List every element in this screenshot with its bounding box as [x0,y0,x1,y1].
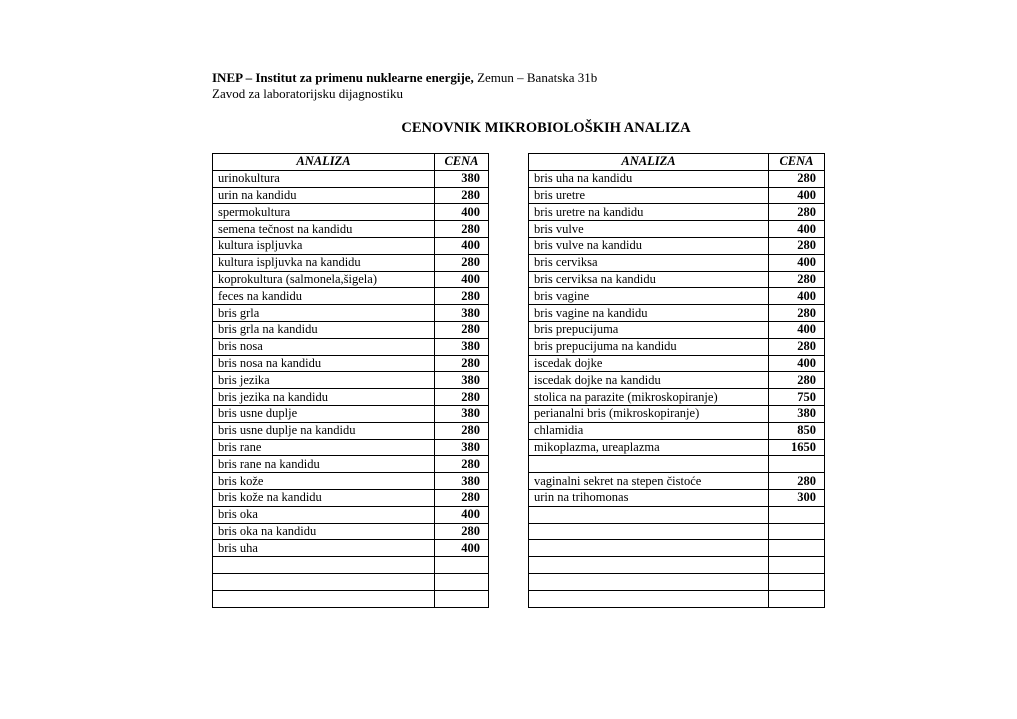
price-cell: 280 [769,237,825,254]
institute-name: INEP – Institut za primenu nuklearne energije, [212,70,474,85]
table-row [213,305,489,322]
table-row [529,305,825,322]
analysis-name-cell: kultura ispljuvka na kandidu [213,254,435,271]
analysis-name-cell [213,573,435,590]
analysis-name-cell: koprokultura (salmonela,šigela) [213,271,435,288]
table-row [529,170,825,187]
price-cell: 380 [435,439,489,456]
analysis-name-cell: mikoplazma, ureaplazma [529,439,769,456]
price-cell: 400 [769,254,825,271]
institute-line [212,70,597,86]
analysis-name-cell: bris uretre [529,187,769,204]
analysis-name-cell: bris vagine [529,288,769,305]
table-row [529,288,825,305]
price-cell [769,506,825,523]
analysis-name-cell: feces na kandidu [213,288,435,305]
analysis-name-cell: bris oka na kandidu [213,523,435,540]
analysis-name-cell: bris vagine na kandidu [529,305,769,322]
price-cell: 400 [435,540,489,557]
price-cell: 280 [769,204,825,221]
analysis-name-cell: bris usne duplje [213,405,435,422]
analysis-name-cell [213,590,435,607]
table-row [529,372,825,389]
analysis-name-cell [529,506,769,523]
table-row [213,237,489,254]
price-cell: 280 [435,221,489,238]
table-row [529,355,825,372]
price-cell: 280 [769,271,825,288]
table-row [529,557,825,574]
price-cell [769,456,825,473]
analysis-name-cell: semena tečnost na kandidu [213,221,435,238]
table-row [213,389,489,406]
table-row [529,321,825,338]
analysis-name-cell: bris rane na kandidu [213,456,435,473]
table-row [529,422,825,439]
price-cell: 400 [435,271,489,288]
analysis-name-cell: bris prepucijuma na kandidu [529,338,769,355]
analysis-name-cell: bris jezika [213,372,435,389]
analysis-name-cell: urin na trihomonas [529,489,769,506]
table-body-left [213,170,489,607]
column-header-price: CENA [435,154,489,171]
table-row [213,489,489,506]
price-cell: 280 [435,187,489,204]
table-row [213,523,489,540]
table-row [213,187,489,204]
analysis-name-cell: bris uha na kandidu [529,170,769,187]
analysis-name-cell: perianalni bris (mikroskopiranje) [529,405,769,422]
price-cell: 1650 [769,439,825,456]
price-cell: 380 [435,170,489,187]
analysis-name-cell: stolica na parazite (mikroskopiranje) [529,389,769,406]
analysis-name-cell [529,540,769,557]
price-cell: 280 [435,288,489,305]
price-cell: 380 [769,405,825,422]
table-header-row [213,154,489,171]
analysis-name-cell: bris oka [213,506,435,523]
analysis-name-cell: bris vulve [529,221,769,238]
table-row [213,221,489,238]
table-row [529,338,825,355]
analysis-name-cell: urinokultura [213,170,435,187]
table-row [529,187,825,204]
analysis-name-cell: bris vulve na kandidu [529,237,769,254]
analysis-name-cell: iscedak dojke [529,355,769,372]
price-cell [769,573,825,590]
table-row [213,439,489,456]
table-row [213,271,489,288]
analysis-name-cell: bris nosa na kandidu [213,355,435,372]
price-cell: 280 [769,170,825,187]
table-row [213,405,489,422]
column-header-price: CENA [769,154,825,171]
table-row [529,456,825,473]
table-row [529,221,825,238]
table-row [529,204,825,221]
analysis-name-cell: bris kože [213,473,435,490]
price-cell [769,540,825,557]
column-header-analysis: ANALIZA [529,154,769,171]
analysis-name-cell: kultura ispljuvka [213,237,435,254]
table-row [529,540,825,557]
analysis-name-cell [529,557,769,574]
table-row [213,456,489,473]
price-cell [769,590,825,607]
price-cell: 280 [435,389,489,406]
table-row [213,372,489,389]
price-cell: 280 [435,523,489,540]
table-row [213,355,489,372]
table-row [213,573,489,590]
price-cell: 380 [435,405,489,422]
analysis-name-cell: bris jezika na kandidu [213,389,435,406]
page-title: CENOVNIK MIKROBIOLOŠKIH ANALIZA [401,120,691,136]
price-cell [769,557,825,574]
table-row [213,506,489,523]
table-row [529,405,825,422]
price-cell: 400 [435,506,489,523]
table-row [213,540,489,557]
institute-address: Zemun – Banatska 31b [473,70,598,85]
analysis-name-cell: bris prepucijuma [529,321,769,338]
table-row [213,204,489,221]
price-cell: 300 [769,489,825,506]
table-row [529,489,825,506]
price-cell: 400 [769,288,825,305]
price-cell: 400 [435,237,489,254]
table-row [529,271,825,288]
table-header-row [529,154,825,171]
price-cell: 280 [435,456,489,473]
table-row [213,590,489,607]
analysis-name-cell: bris rane [213,439,435,456]
price-cell [435,590,489,607]
analysis-name-cell: bris uretre na kandidu [529,204,769,221]
table-row [213,557,489,574]
analysis-name-cell [529,523,769,540]
analysis-name-cell: bris uha [213,540,435,557]
price-cell: 380 [435,473,489,490]
price-cell: 380 [435,338,489,355]
analysis-name-cell: bris kože na kandidu [213,489,435,506]
analysis-name-cell: iscedak dojke na kandidu [529,372,769,389]
price-cell: 280 [769,338,825,355]
table-row [529,590,825,607]
price-cell: 380 [435,372,489,389]
analysis-name-cell: chlamidia [529,422,769,439]
price-cell [435,573,489,590]
table-row [213,473,489,490]
price-cell: 380 [435,305,489,322]
price-cell: 400 [769,187,825,204]
document-header [212,70,597,102]
table-row [529,389,825,406]
table-row [213,170,489,187]
price-cell: 280 [435,489,489,506]
analysis-name-cell [529,590,769,607]
price-cell: 280 [769,473,825,490]
analysis-name-cell: spermokultura [213,204,435,221]
price-cell: 280 [435,254,489,271]
table-row [529,506,825,523]
price-cell: 750 [769,389,825,406]
table-row [529,254,825,271]
price-cell: 280 [435,355,489,372]
table-row [213,254,489,271]
analysis-name-cell [213,557,435,574]
price-cell: 280 [769,372,825,389]
department-line: Zavod za laboratorijsku dijagnostiku [212,86,403,101]
table-row [213,422,489,439]
analysis-name-cell: bris grla na kandidu [213,321,435,338]
price-cell: 400 [769,321,825,338]
table-body-right [529,170,825,607]
table-row [529,573,825,590]
table-row [529,237,825,254]
column-header-analysis: ANALIZA [213,154,435,171]
analysis-name-cell: bris cerviksa [529,254,769,271]
price-cell: 850 [769,422,825,439]
price-cell: 400 [769,221,825,238]
table-row [529,439,825,456]
analysis-name-cell: urin na kandidu [213,187,435,204]
price-cell [769,523,825,540]
table-row [213,288,489,305]
analysis-name-cell: bris usne duplje na kandidu [213,422,435,439]
analysis-name-cell: bris cerviksa na kandidu [529,271,769,288]
price-cell: 400 [769,355,825,372]
price-cell: 280 [435,321,489,338]
price-table-left [212,153,489,608]
price-cell: 280 [435,422,489,439]
table-row [529,473,825,490]
table-row [213,338,489,355]
analysis-name-cell [529,573,769,590]
analysis-name-cell [529,456,769,473]
analysis-name-cell: bris nosa [213,338,435,355]
table-row [529,523,825,540]
price-cell: 400 [435,204,489,221]
table-row [213,321,489,338]
price-table-right [528,153,825,608]
analysis-name-cell: vaginalni sekret na stepen čistoće [529,473,769,490]
price-cell [435,557,489,574]
price-cell: 280 [769,305,825,322]
analysis-name-cell: bris grla [213,305,435,322]
